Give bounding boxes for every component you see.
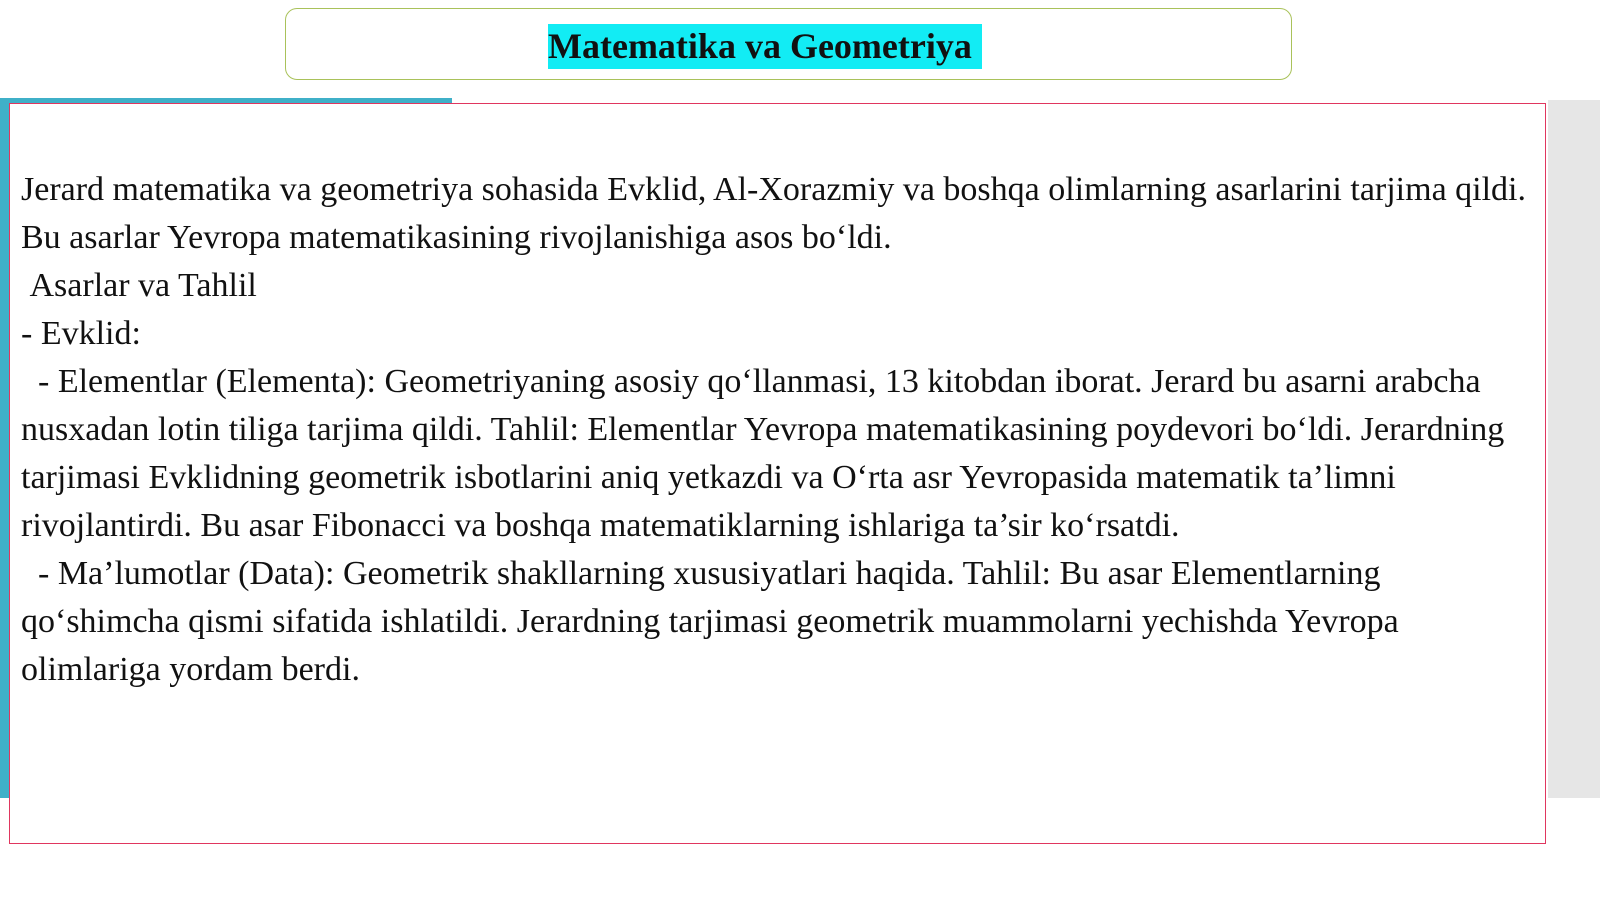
side-strip-decoration bbox=[1548, 100, 1600, 798]
paragraph-author: - Evklid: bbox=[21, 315, 141, 352]
paragraph-intro: Jerard matematika va geometriya sohasida Evklid, Al-Xorazmiy va boshqa olimlarning asarlarini tarjima qildi. Bu asarlar Yevropa matematikasining rivojlanishiga asos bo‘ldi. bbox=[21, 171, 1535, 256]
slide-title: Matematika va Geometriya bbox=[548, 24, 982, 69]
content-text bbox=[21, 166, 1541, 694]
paragraph-heading: Asarlar va Tahlil bbox=[21, 267, 257, 304]
paragraph-data: - Ma’lumotlar (Data): Geometrik shakllarning xususiyatlari haqida. Tahlil: Bu asar Elementlarning qo‘shimcha qismi sifatida ishlatildi. Jerardning tarjimasi geometrik muammolarni yechishda Yevropa olimlariga yordam berdi. bbox=[21, 555, 1408, 688]
accent-bar-left bbox=[0, 100, 9, 798]
paragraph-elements: - Elementlar (Elementa): Geometriyaning asosiy qo‘llanmasi, 13 kitobdan iborat. Jerard bu asarni arabcha nusxadan lotin tiliga tarjima qildi. Tahlil: Elementlar Yevropa matematikasining poydevori bo‘ldi. Jerardning tarjimasi Evklidning geometrik isbotlarini aniq yetkazdi va O‘rta asr Yevropasida matematik ta’limni rivojlantirdi. Bu asar Fibonacci va boshqa matematiklarning ishlariga ta’sir ko‘rsatdi. bbox=[21, 363, 1513, 544]
